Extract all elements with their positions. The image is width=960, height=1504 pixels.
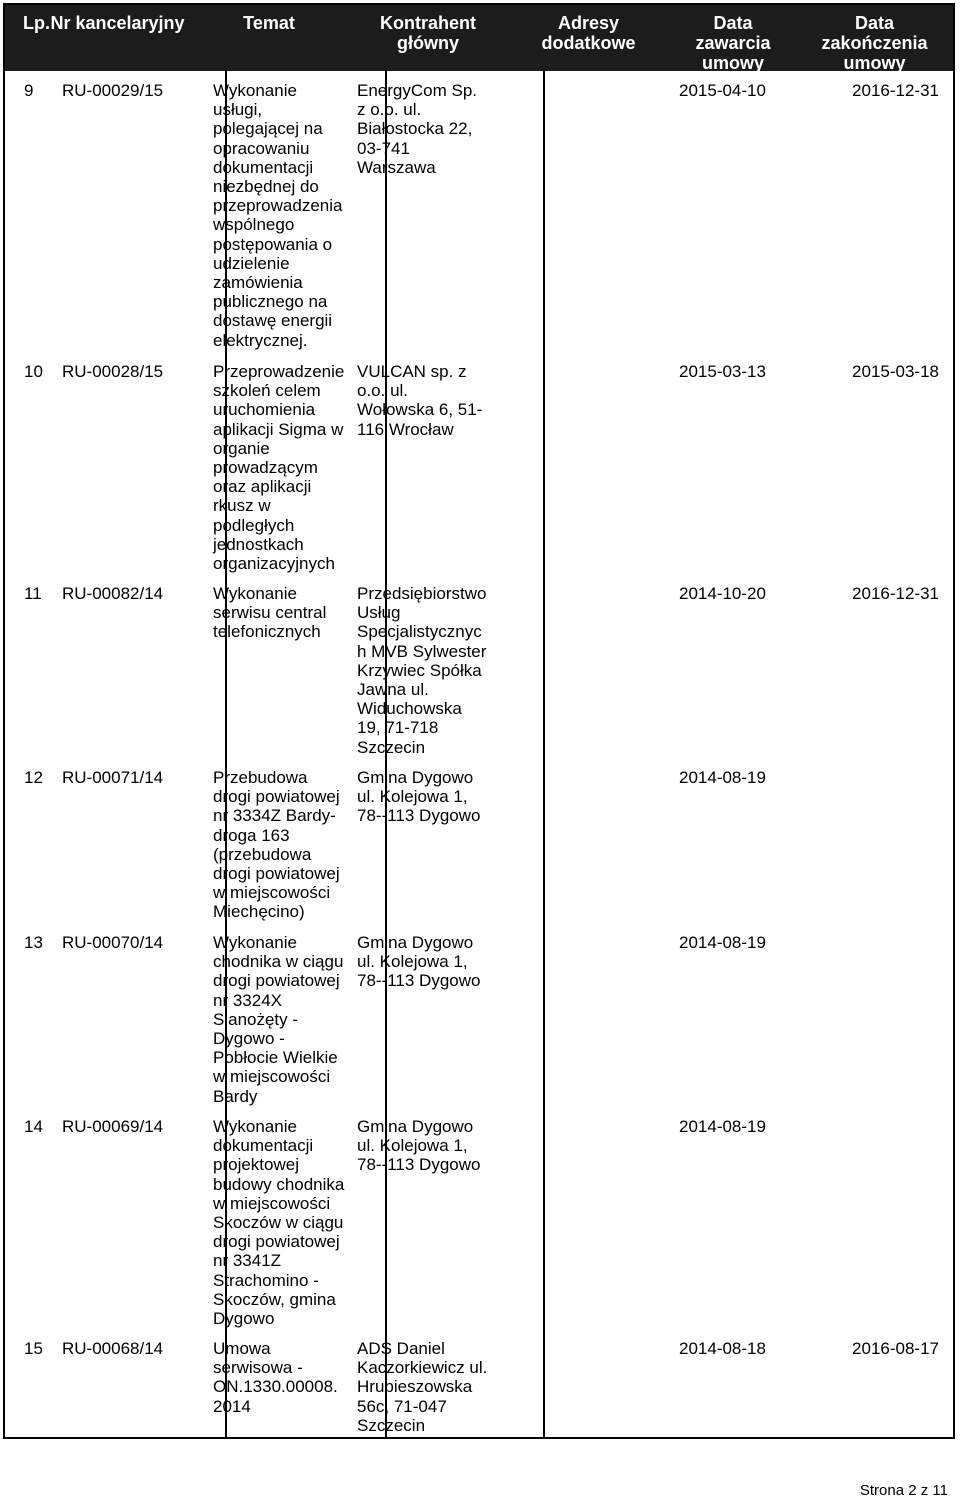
header-kontrahent: Kontrahent główny [380, 13, 476, 53]
cell-temat: Przeprowadzenie szkoleń celem uruchomienia aplikacji Sigma w organie prowadzącym oraz aplikacji rkusz w podległych jednostkach organizacyjnych [213, 362, 345, 574]
cell-data-zawarcia: 2014-10-20 [679, 584, 766, 603]
header-lp: Lp. [23, 13, 50, 33]
cell-kontrahent: Przedsiębiorstwo Usług Specjalistycznyc h MVB Sylwester Krzywiec Spółka Jawna ul. Widuchowska 19, 71-718 Szczecin [357, 584, 487, 757]
cell-temat: Wykonanie chodnika w ciągu drogi powiatowej nr 3324X Sianożęty - Dygowo - Pobłocie Wielkie w miejscowości Bardy [213, 933, 344, 1106]
cell-kontrahent: ADS Daniel Kaczorkiewicz ul. Hrubieszowska 56c, 71-047 Szczecin [357, 1339, 488, 1435]
header-data-zakonczenia: Data zakończenia umowy [821, 13, 928, 73]
cell-adresy [507, 933, 670, 1106]
table-header [5, 5, 953, 71]
contracts-table [3, 3, 955, 1439]
cell-data-zawarcia: 2015-04-10 [679, 81, 766, 100]
cell-temat: Umowa serwisowa - ON.1330.00008. 2014 [213, 1339, 338, 1416]
cell-nr-kancelaryjny: RU-00070/14 [62, 933, 164, 952]
cell-adresy [507, 584, 670, 757]
header-temat: Temat [243, 13, 295, 33]
cell-kontrahent: VULCAN sp. z o.o. ul. Wołowska 6, 51- 116 Wrocław [357, 362, 483, 439]
cell-adresy [507, 362, 670, 573]
table-row [5, 362, 953, 573]
cell-data-zakonczenia [796, 933, 953, 1106]
cell-temat: Wykonanie usługi, polegającej na opracowaniu dokumentacji niezbędnej do przeprowadzenia wspólnego postępowania o udzielenie zamówienia publicznego na dostawę energii elektrycznej. [213, 81, 343, 350]
cell-data-zakonczenia: 2016-12-31 [852, 584, 939, 603]
page-number: Strona 2 z 11 [859, 1482, 948, 1499]
cell-nr-kancelaryjny: RU-00028/15 [62, 362, 164, 381]
cell-nr-kancelaryjny: RU-00082/14 [62, 584, 164, 603]
table-row [5, 768, 953, 922]
cell-data-zawarcia: 2014-08-18 [679, 1339, 766, 1358]
cell-adresy [507, 1117, 670, 1328]
cell-adresy [507, 768, 670, 922]
cell-nr-kancelaryjny: RU-00069/14 [62, 1117, 164, 1136]
cell-nr-kancelaryjny: RU-00071/14 [62, 768, 164, 787]
cell-data-zawarcia: 2014-08-19 [679, 768, 766, 787]
table-row [5, 1339, 953, 1435]
cell-data-zakonczenia: 2016-12-31 [852, 81, 939, 100]
cell-kontrahent: EnergyCom Sp. z o.o. ul. Białostocka 22, 03-741 Warszawa [357, 81, 477, 177]
cell-data-zawarcia: 2014-08-19 [679, 1117, 766, 1136]
header-nr-kancelaryjny: Nr kancelaryjny [50, 13, 185, 33]
cell-lp: 15 [24, 1339, 43, 1358]
header-adresy: Adresy dodatkowe [541, 13, 636, 53]
cell-lp: 10 [24, 362, 43, 381]
cell-temat: Wykonanie dokumentacji projektowej budowy chodnika w miejscowości Skoczów w ciągu drogi powiatowej nr 3341Z Strachomino - Skoczów, gmina Dygowo [213, 1117, 345, 1329]
cell-data-zakonczenia [796, 1117, 953, 1328]
cell-adresy [507, 1339, 670, 1435]
table-body [5, 71, 953, 1437]
cell-adresy [507, 81, 670, 350]
cell-data-zawarcia: 2014-08-19 [679, 933, 766, 952]
table-row [5, 1117, 953, 1328]
table-row [5, 81, 953, 350]
table-row [5, 933, 953, 1106]
cell-nr-kancelaryjny: RU-00068/14 [62, 1339, 164, 1358]
cell-lp: 11 [24, 584, 42, 603]
header-data-zawarcia: Data zawarcia umowy [695, 13, 771, 73]
cell-lp: 12 [24, 768, 43, 787]
cell-data-zawarcia: 2015-03-13 [679, 362, 766, 381]
cell-kontrahent: Gmina Dygowo ul. Kolejowa 1, 78--113 Dygowo [357, 1117, 481, 1175]
cell-lp: 9 [24, 81, 34, 100]
cell-temat: Przebudowa drogi powiatowej nr 3334Z Bardy- droga 163 (przebudowa drogi powiatowej w miejscowości Miechęcino) [213, 768, 340, 922]
cell-data-zakonczenia: 2016-08-17 [852, 1339, 939, 1358]
cell-nr-kancelaryjny: RU-00029/15 [62, 81, 164, 100]
cell-kontrahent: Gmina Dygowo ul. Kolejowa 1, 78--113 Dygowo [357, 768, 481, 826]
cell-lp: 13 [24, 933, 43, 952]
table-row [5, 584, 953, 757]
cell-data-zakonczenia [796, 768, 953, 922]
cell-temat: Wykonanie serwisu central telefonicznych [213, 584, 327, 642]
cell-kontrahent: Gmina Dygowo ul. Kolejowa 1, 78--113 Dygowo [357, 933, 481, 991]
cell-lp: 14 [24, 1117, 43, 1136]
cell-data-zakonczenia: 2015-03-18 [852, 362, 939, 381]
